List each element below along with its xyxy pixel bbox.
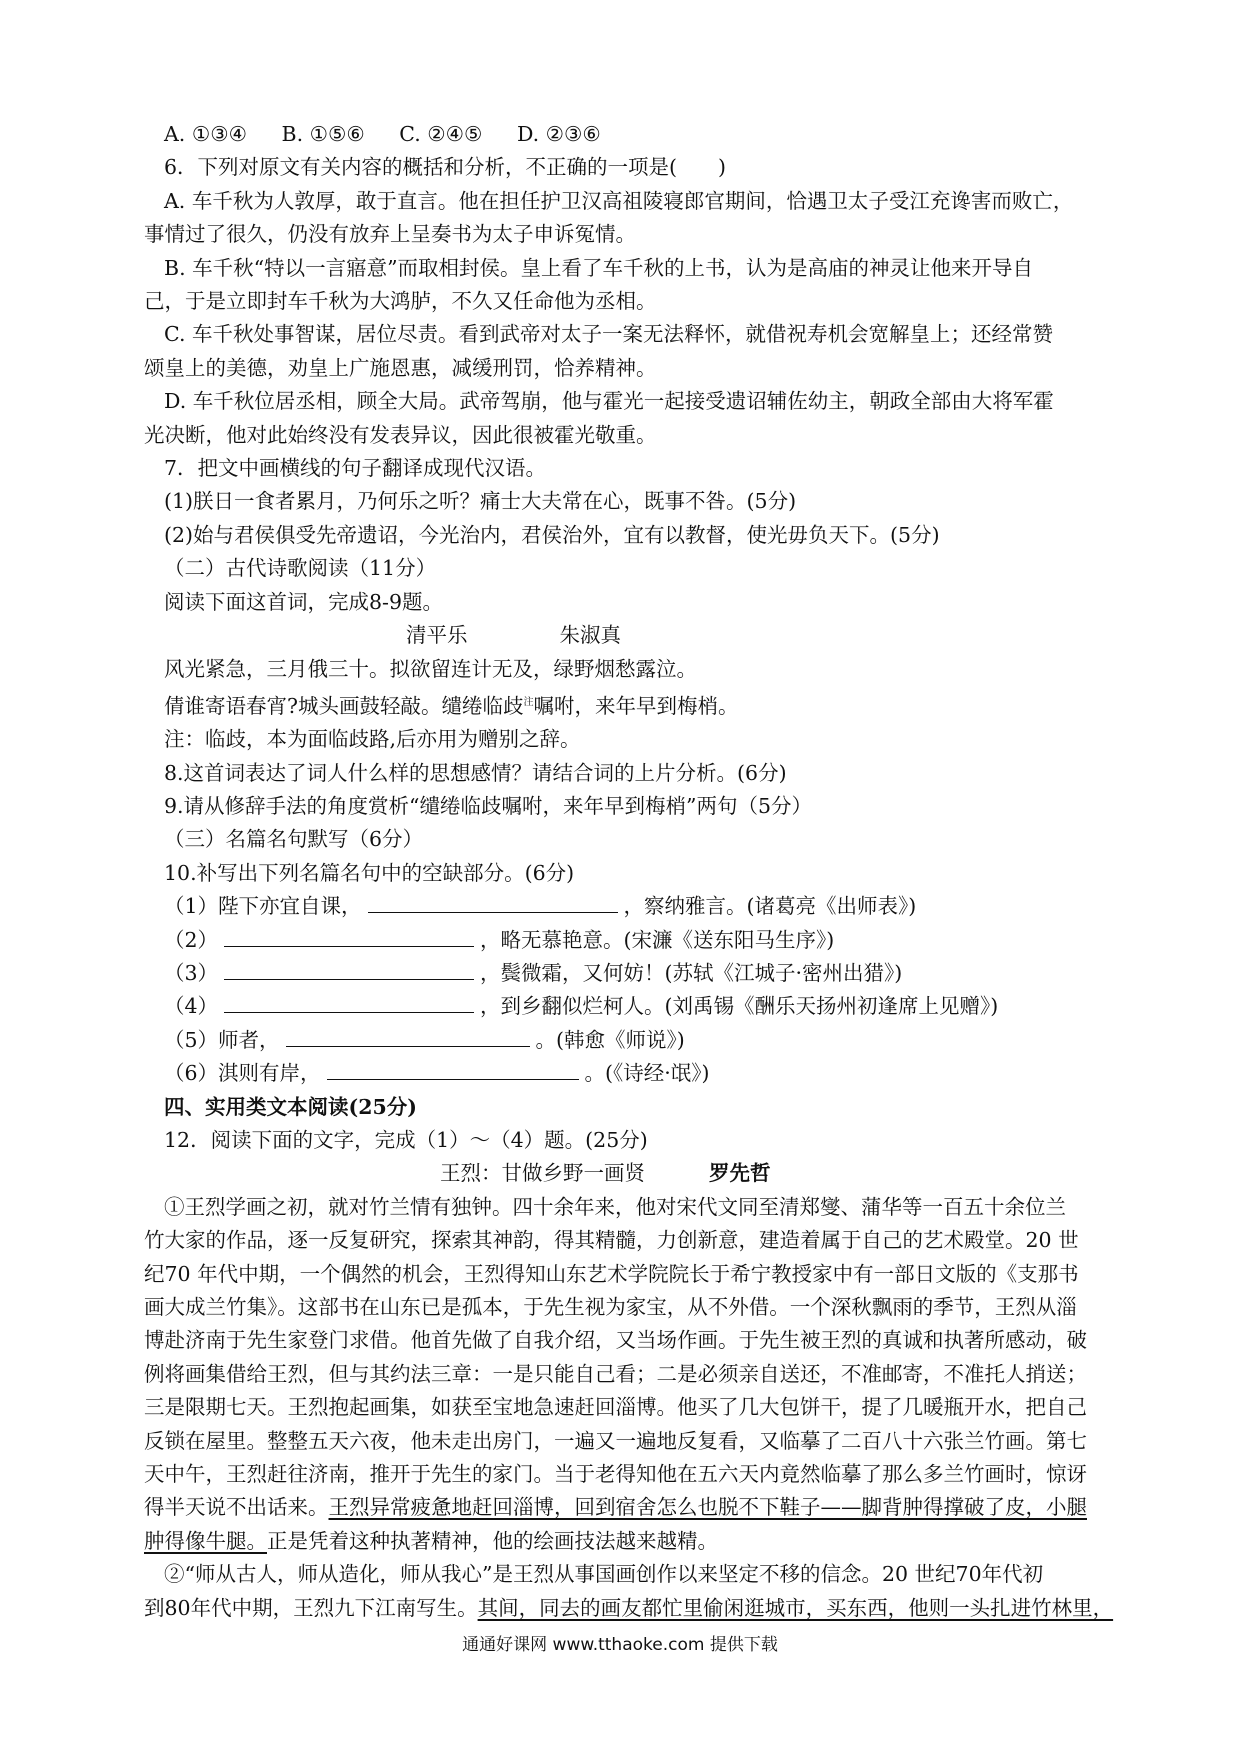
fill-blank-2[interactable] (224, 924, 474, 947)
q8: 8.这首词表达了词人什么样的思想感情？请结合词的上片分析。(6分) (164, 760, 787, 785)
section-3-heading: （三）名篇名句默写（6分） (164, 827, 424, 852)
underlined-sentence: 肿得像牛腿。 (144, 1528, 267, 1553)
paragraph-1-line: 博赴济南于先生家登门求借。他首先做了自我介绍，又当场作画。于先生被王烈的真诚和执著所感动，破 (144, 1328, 1087, 1353)
poem-title-line (164, 619, 1134, 652)
underlined-sentence: 其间，同去的画友都忙里偷闲逛城市，买东西，他则一头扎进竹林里， (477, 1595, 1114, 1620)
q7-stem: 7．把文中画横线的句子翻译成现代汉语。 (164, 456, 547, 481)
paragraph-2-line: 到80年代中期，王烈九下江南写生。其间，同去的画友都忙里偷闲逛城市，买东西，他则一头扎进竹林里， (144, 1595, 1114, 1620)
fill-blank-4[interactable] (224, 990, 474, 1013)
poem-note: 注：临歧，本为面临歧路,后亦用为赠别之辞。 (164, 727, 581, 752)
q6-option-b: B. 车千秋“特以一言寤意”而取相封侯。皇上看了车千秋的上书，认为是高庙的神灵让他来开导自 (164, 255, 1034, 280)
paragraph-1-line: 得半天说不出话来。王烈异常疲惫地赶回淄博，回到宿舍怎么也脱不下鞋子——脚背肿得撑破了皮，小腿 (144, 1495, 1087, 1520)
paragraph-1-line: 肿得像牛腿。正是凭着这种执著精神，他的绘画技法越来越精。 (144, 1528, 718, 1553)
fill-item-6: （6）淇则有岸， 。(《诗经·氓》) (164, 1057, 1134, 1090)
fill-blank-5[interactable] (286, 1024, 530, 1047)
underlined-sentence: 王烈异常疲惫地赶回淄博，回到宿舍怎么也脱不下鞋子——脚背肿得撑破了皮，小腿 (328, 1495, 1087, 1520)
fill-item-5: （5）师者， 。(韩愈《师说》) (164, 1024, 1134, 1057)
section-4-heading: 四、实用类文本阅读(25分) (164, 1094, 417, 1119)
fill-item-1: （1）陛下亦宜自课， ，察纳雅言。(诸葛亮《出师表》) (164, 890, 1134, 923)
paragraph-1: ①王烈学画之初，就对竹兰情有独钟。四十余年来，他对宋代文同至清郑燮、蒲华等一百五十余位兰 (164, 1194, 1066, 1219)
paragraph-2: ②“师从古人，师从造化，师从我心”是王烈从事国画创作以来坚定不移的信念。20 世纪70年代初 (164, 1562, 1044, 1587)
fill-blank-3[interactable] (224, 957, 474, 980)
q6-option-a-cont: 事情过了很久，仍没有放弃上呈奏书为太子申诉冤情。 (144, 222, 636, 247)
option-a: A. ①③④ (164, 122, 247, 146)
option-b: B. ①⑤⑥ (281, 122, 365, 146)
article-title-line (164, 1157, 1134, 1190)
q6-option-c-cont: 颂皇上的美德，劝皇上广施恩惠，减缓刑罚，恰养精神。 (144, 355, 657, 380)
q9: 9.请从修辞手法的角度赏析“缱绻临歧嘱咐，来年早到梅梢”两句（5分） (164, 793, 813, 818)
paragraph-1-line: 例将画集借给王烈，但与其约法三章：一是只能自己看；二是必须亲自送还，不准邮寄，不准托人捎送； (144, 1361, 1087, 1386)
q10: 10.补写出下列名篇名句中的空缺部分。(6分) (164, 860, 575, 885)
q5-options (164, 118, 1134, 151)
q6-option-a: A. 车千秋为人敦厚，敢于直言。他在担任护卫汉高祖陵寝郎官期间，恰遇卫太子受江充谗害而败亡， (164, 188, 1074, 213)
q6-option-b-cont: 己，于是立即封车千秋为大鸿胪，不久又任命他为丞相。 (144, 289, 657, 314)
exam-page (144, 118, 1134, 1625)
q6-stem: 6．下列对原文有关内容的概括和分析，不正确的一项是( ) (164, 155, 727, 180)
poem-line-2: 倩谁寄语春宵?城头画鼓轻敲。缱绻临歧$^注$嘱咐，来年早到梅梢。 (164, 693, 739, 718)
option-c: C. ②④⑤ (399, 122, 483, 146)
fill-item-3: （3） ，鬓微霜，又何妨！(苏轼《江城子·密州出猎》) (164, 957, 1134, 990)
fill-blank-1[interactable] (368, 890, 618, 913)
poem-title: 清平乐 (406, 623, 468, 648)
section-2-heading: （二）古代诗歌阅读（11分） (164, 556, 437, 581)
fill-item-4: （4） ，到乡翻似烂柯人。(刘禹锡《酬乐天扬州初逢席上见赠》) (164, 990, 1134, 1023)
section-2-intro: 阅读下面这首词，完成8-9题。 (164, 589, 444, 614)
fill-item-2: （2） ，略无慕艳意。(宋濂《送东阳马生序》) (164, 924, 1134, 957)
paragraph-1-line: 天中午，王烈赶往济南，推开于先生的家门。当于老得知他在五六天内竟然临摹了那么多兰竹画时，惊讶 (144, 1462, 1087, 1487)
poem-author: 朱淑真 (559, 623, 621, 648)
paragraph-1-line: 竹大家的作品，逐一反复研究，探索其神韵，得其精髓，力创新意，建造着属于自己的艺术殿堂。20 世 (144, 1228, 1079, 1253)
q7-sentence-2: (2)始与君侯俱受先帝遗诏，今光治内，君侯治外，宜有以教督，使光毋负天下。(5分) (164, 522, 940, 547)
q7-sentence-1: (1)朕日一食者累月，乃何乐之听？痛士大夫常在心，既事不咎。(5分) (164, 489, 797, 514)
option-d: D. ②③⑥ (516, 122, 601, 146)
fill-blank-6[interactable] (327, 1057, 579, 1080)
q6-option-d: D. 车千秋位居丞相，顾全大局。武帝驾崩，他与霍光一起接受遗诏辅佐幼主，朝政全部由大将军霍 (164, 389, 1054, 414)
paragraph-1-line: 三是限期七天。王烈抱起画集，如获至宝地急速赶回淄博。他买了几大包饼干，提了几暖瓶开水，把自己 (144, 1395, 1087, 1420)
paragraph-1-line: 画大成兰竹集》。这部书在山东已是孤本，于先生视为家宝，从不外借。一个深秋飘雨的季节，王烈从淄 (144, 1295, 1077, 1320)
article-title: 王烈：甘做乡野一画贤 (440, 1161, 645, 1186)
paragraph-1-line: 反锁在屋里。整整五天六夜，他未走出房门，一遍又一遍地反复看，又临摹了二百八十六张兰竹画。第七 (144, 1428, 1087, 1453)
article-author: 罗先哲 (709, 1161, 771, 1186)
q6-option-d-cont: 光决断，他对此始终没有发表异议，因此很被霍光敬重。 (144, 422, 657, 447)
note-mark: 注 (523, 696, 534, 708)
q6-option-c: C. 车千秋处事智谋，居位尽责。看到武帝对太子一案无法释怀，就借祝寿机会宽解皇上；还经常赞 (164, 322, 1053, 347)
paragraph-1-line: 纪70 年代中期，一个偶然的机会，王烈得知山东艺术学院院长于希宁教授家中有一部日文版的《支那书 (144, 1261, 1079, 1286)
poem-line-1: 风光紧急，三月俄三十。拟欲留连计无及，绿野烟愁露泣。 (164, 656, 697, 681)
q12: 12．阅读下面的文字，完成（1）～（4）题。(25分) (164, 1128, 648, 1153)
page-footer: 通通好课网 www.tthaoke.com 提供下载 (462, 1635, 778, 1655)
